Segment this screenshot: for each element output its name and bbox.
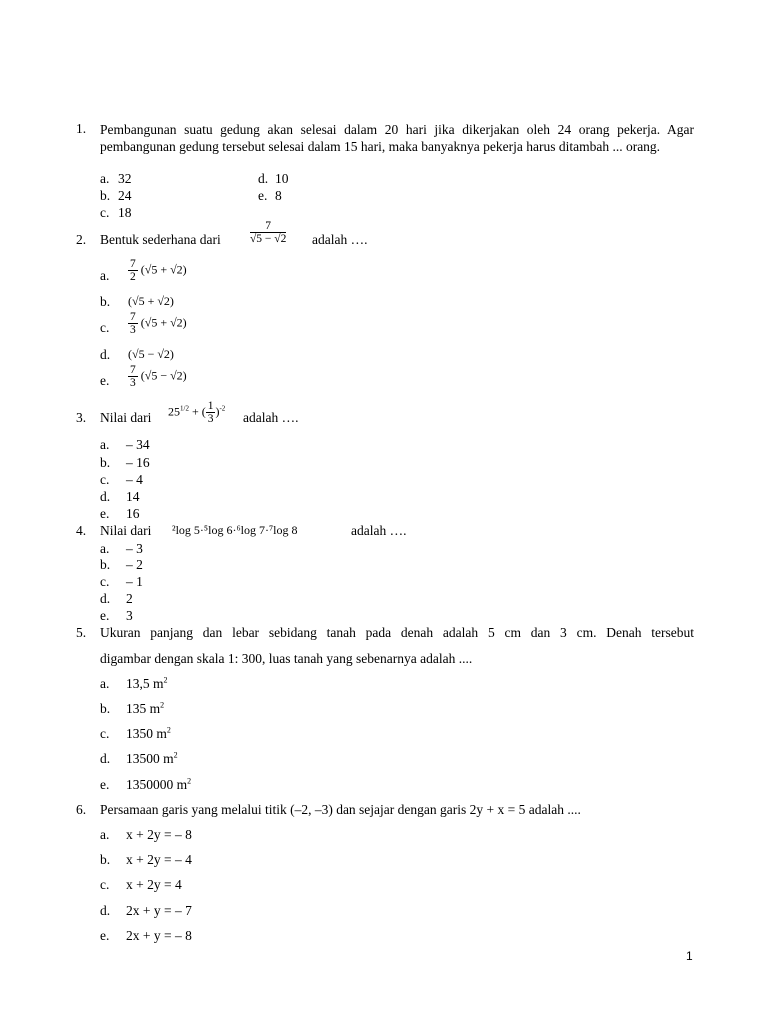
q3-option-d-label: d.	[100, 489, 111, 504]
q3-suffix: adalah ….	[243, 410, 299, 425]
q2-a-radical-expr: (√5 + √2)	[140, 262, 187, 277]
q2-option-c-expr	[128, 311, 187, 336]
q4-suffix: adalah ….	[351, 523, 407, 538]
q5-option-d-value	[126, 751, 178, 767]
q6-option-e-value: 2x + y = – 8	[126, 928, 192, 943]
q5-d-number: 13500	[126, 751, 160, 766]
q3-frac-num: 1	[207, 400, 214, 412]
page-number: 1	[686, 949, 693, 963]
q1-option-c-value: 18	[118, 205, 132, 220]
q5-option-c-label: c.	[100, 726, 110, 741]
q5-d-unit: m	[163, 751, 174, 766]
q2-e-coef-den: 3	[130, 377, 136, 389]
q2-frac-numerator: 7	[250, 220, 286, 233]
q3-option-e-value: 16	[126, 506, 140, 521]
q5-b-number: 135	[126, 701, 147, 716]
q1-option-e-value: 8	[275, 188, 282, 203]
q4-option-a-label: a.	[100, 541, 110, 556]
q2-e-coef-num: 7	[130, 364, 136, 376]
q1-option-e-label: e.	[258, 188, 268, 203]
q5-e-unit: m	[176, 777, 188, 792]
q2-option-d-expr: (√5 − √2)	[128, 347, 174, 361]
q4-log-expression: ²log 5·⁵log 6·⁶log 7·⁷log 8	[172, 523, 298, 537]
q5-a-number: 13,5	[126, 676, 150, 691]
q4-prefix: Nilai dari	[100, 523, 152, 538]
q3-expression: $25^{1/2}$ + ( $\frac{1}{3}$ )$^{-2}$	[168, 400, 226, 425]
q4-number: 4.	[76, 523, 87, 538]
q2-option-a-label: a.	[100, 268, 110, 283]
q5-b-unit-exp: 2	[160, 700, 165, 710]
q2-option-b-expr: (√5 + √2)	[128, 294, 174, 308]
q3-base: 25	[168, 404, 180, 419]
q2-c-coef-num: 7	[130, 311, 136, 323]
q4-option-c-value: – 1	[126, 574, 143, 589]
q3-frac-den: 3	[207, 413, 214, 425]
q3-option-c-label: c.	[100, 472, 110, 487]
q5-c-unit: m	[156, 726, 167, 741]
q3-exp-num: 1	[180, 404, 184, 413]
q5-e-number: 1350000	[126, 777, 174, 792]
q2-option-e-label: e.	[100, 373, 110, 388]
q5-number: 5.	[76, 625, 87, 640]
q4-option-d-value: 2	[126, 591, 133, 606]
q6-option-c-value: x + 2y = 4	[126, 877, 182, 892]
q4-option-b-value: – 2	[126, 557, 143, 572]
q6-number: 6.	[76, 802, 87, 817]
q5-a-unit-exp: 2	[163, 675, 168, 685]
q2-c-coef-den: 3	[130, 324, 136, 336]
q3-number: 3.	[76, 410, 87, 425]
q1-text: Pembangunan suatu gedung akan selesai dalam 20 hari jika dikerjakan oleh 24 orang pekerja. Agar pembangunan gedung tersebut selesai dalam 15 hari, maka banyaknya pekerja harus ditambah ... orang.	[100, 122, 694, 154]
q3-plus: + (	[191, 404, 206, 419]
q4-option-a-value: – 3	[126, 541, 143, 556]
q5-d-unit-exp: 2	[173, 750, 178, 760]
q3-option-a-label: a.	[100, 437, 110, 452]
q1-option-d-value: 10	[275, 171, 289, 186]
q4-option-e-label: e.	[100, 608, 110, 623]
q5-a-unit: m	[153, 676, 164, 691]
q6-option-a-value: x + 2y = – 8	[126, 827, 192, 842]
q2-e-radical-expr: (√5 − √2)	[140, 368, 187, 383]
q5-option-b-value	[126, 701, 164, 717]
q2-c-radical-expr: (√5 + √2)	[140, 315, 187, 330]
q6-option-b-label: b.	[100, 852, 111, 867]
q6-option-e-label: e.	[100, 928, 110, 943]
q6-option-d-value: 2x + y = – 7	[126, 903, 192, 918]
q1-option-b-label: b.	[100, 188, 111, 203]
q5-option-d-label: d.	[100, 751, 111, 766]
q3-option-a-value: – 34	[126, 437, 150, 452]
q5-e-unit-exp: 2	[187, 776, 192, 786]
q3-exp2: -2	[219, 404, 226, 413]
q2-option-a-expr	[128, 258, 187, 283]
q4-option-e-value: 3	[126, 608, 133, 623]
q2-option-c-label: c.	[100, 320, 110, 335]
q5-c-number: 1350	[126, 726, 153, 741]
q5-option-a-value	[126, 676, 168, 692]
q2-option-b-label: b.	[100, 294, 111, 309]
q3-prefix: Nilai dari	[100, 410, 152, 425]
q2-prefix: Bentuk sederhana dari	[100, 232, 221, 247]
q3-close-paren: )	[215, 404, 220, 419]
q3-exp-den: 2	[185, 404, 189, 413]
q3-option-e-label: e.	[100, 506, 110, 521]
q5-option-c-value	[126, 726, 171, 742]
q2-a-coef-num: 7	[130, 258, 136, 270]
q3-option-c-value: – 4	[126, 472, 143, 487]
q6-text: Persamaan garis yang melalui titik (–2, –3) dan sejajar dengan garis 2y + x = 5 adalah ....	[100, 802, 581, 817]
q3-option-d-value: 14	[126, 489, 140, 504]
q5-option-e-label: e.	[100, 777, 110, 792]
q3-option-b-label: b.	[100, 455, 111, 470]
q5-option-b-label: b.	[100, 701, 111, 716]
q4-option-c-label: c.	[100, 574, 110, 589]
q5-c-unit-exp: 2	[166, 725, 171, 735]
q2-number: 2.	[76, 232, 87, 247]
q3-option-b-value: – 16	[126, 455, 150, 470]
q5-text-line2: digambar dengan skala 1: 300, luas tanah yang sebenarnya adalah ....	[100, 651, 473, 666]
q2-option-e-expr	[128, 364, 187, 389]
q1-option-b-value: 24	[118, 188, 132, 203]
q1-number: 1.	[76, 121, 87, 136]
q6-option-c-label: c.	[100, 877, 110, 892]
q2-fraction	[250, 220, 286, 245]
q1-option-a-label: a.	[100, 171, 110, 186]
q2-frac-denominator: √5 − √2	[250, 233, 287, 245]
q2-a-coef-den: 2	[130, 271, 136, 283]
q2-option-d-label: d.	[100, 347, 111, 362]
q5-text-line1: Ukuran panjang dan lebar sebidang tanah pada denah adalah 5 cm dan 3 cm. Denah tersebut	[100, 625, 694, 640]
q5-b-unit: m	[149, 701, 161, 716]
q1-option-c-label: c.	[100, 205, 110, 220]
q6-option-a-label: a.	[100, 827, 110, 842]
q4-option-d-label: d.	[100, 591, 111, 606]
q2-suffix: adalah ….	[312, 232, 368, 247]
q6-option-d-label: d.	[100, 903, 111, 918]
q1-option-a-value: 32	[118, 171, 132, 186]
q6-option-b-value: x + 2y = – 4	[126, 852, 192, 867]
q1-option-d-label: d.	[258, 171, 269, 186]
q5-option-e-value	[126, 777, 191, 793]
q5-option-a-label: a.	[100, 676, 110, 691]
q4-option-b-label: b.	[100, 557, 111, 572]
